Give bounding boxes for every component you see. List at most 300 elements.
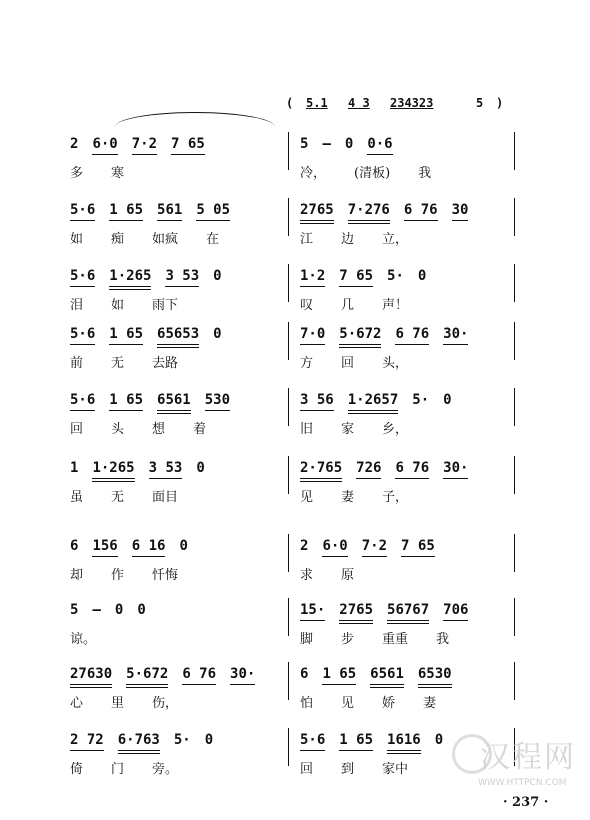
- lyric-syllable: 头，: [382, 356, 409, 371]
- beam-line: [70, 344, 95, 345]
- barline: [288, 662, 289, 700]
- beam-line: [70, 410, 95, 411]
- note-group: 530: [205, 392, 230, 408]
- beam-line: [118, 750, 160, 751]
- lyric-syllable: 在: [206, 232, 220, 247]
- barline: [288, 598, 289, 636]
- beam-line: [109, 220, 143, 221]
- score-row: [0, 584, 590, 648]
- lyrics-line: [300, 692, 510, 711]
- beam-line: [300, 481, 342, 482]
- page-number: · 237 ·: [503, 795, 549, 810]
- lyric-syllable: 面目: [152, 490, 179, 505]
- right-measure: [300, 584, 510, 648]
- right-measure: [300, 184, 510, 248]
- note-group: 6561: [370, 666, 404, 682]
- barline: [288, 198, 289, 236]
- lyric-syllable: 如疯: [152, 232, 179, 247]
- note-group: 6·763: [118, 732, 160, 748]
- beam-line: [126, 687, 168, 688]
- notes-line: [70, 732, 280, 748]
- lyrics-line: [70, 486, 280, 505]
- note-group: 5: [70, 602, 79, 618]
- right-measure: [300, 648, 510, 712]
- note-group: 2·765: [300, 460, 342, 476]
- note-group: 27630: [70, 666, 112, 682]
- notes-line: [300, 392, 510, 408]
- beam-line: [70, 750, 104, 751]
- lyric-syllable: 江: [300, 232, 314, 247]
- lyric-syllable: 家中: [382, 762, 409, 777]
- note-group: 7 65: [401, 538, 435, 554]
- note-group: 1·265: [109, 268, 151, 284]
- note-group: 6·0: [322, 538, 347, 554]
- note-group: 6561: [157, 392, 191, 408]
- note-group: 15·: [300, 602, 325, 618]
- notes-line: [300, 202, 510, 218]
- score-row: [0, 118, 590, 182]
- intro-group: 234323: [390, 96, 434, 110]
- lyric-syllable: 方: [300, 356, 314, 371]
- note-group: 3 56: [300, 392, 334, 408]
- beam-line: [418, 687, 452, 688]
- lyrics-line: [70, 418, 280, 437]
- score-row: [0, 520, 590, 584]
- note-group: 0: [213, 326, 222, 342]
- beam-line: [300, 220, 334, 221]
- beam-line: [109, 410, 143, 411]
- lyric-syllable: 痴: [111, 232, 125, 247]
- lyric-syllable: 立，: [382, 232, 409, 247]
- beam-line: [70, 684, 112, 685]
- lyric-syllable: 家: [341, 422, 355, 437]
- barline: [288, 534, 289, 572]
- note-group: 0: [443, 392, 452, 408]
- beam-line: [418, 684, 452, 685]
- lyrics-line: [70, 564, 280, 583]
- beam-line: [300, 410, 334, 411]
- notes-line: [70, 268, 280, 284]
- beam-line: [157, 347, 199, 348]
- note-group: 5 05: [196, 202, 230, 218]
- lyric-syllable: 乡，: [382, 422, 409, 437]
- lyrics-line: [300, 228, 510, 247]
- note-group: 7·2: [132, 136, 157, 152]
- right-measure: [300, 442, 510, 506]
- left-measure: [70, 442, 280, 506]
- lyric-syllable: 求: [300, 568, 314, 583]
- note-group: 5·6: [70, 392, 95, 408]
- watermark-url: WWW.HTTPCN.COM: [478, 778, 567, 788]
- note-group: 0: [179, 538, 188, 554]
- left-measure: [70, 374, 280, 438]
- lyric-syllable: 脚: [300, 632, 314, 647]
- note-group: 7·2: [362, 538, 387, 554]
- note-group: 1616: [387, 732, 421, 748]
- note-group: 3 53: [149, 460, 183, 476]
- beam-line: [370, 687, 404, 688]
- lyric-syllable: 妻: [341, 490, 355, 505]
- note-group: 2765: [339, 602, 373, 618]
- note-group: 1 65: [109, 202, 143, 218]
- beam-line: [300, 750, 325, 751]
- lyrics-line: [300, 352, 510, 371]
- notes-line: [70, 460, 280, 476]
- beam-line: [132, 556, 166, 557]
- notes-line: [300, 268, 510, 284]
- lyric-syllable: 想: [152, 422, 166, 437]
- note-group: 1 65: [109, 392, 143, 408]
- lyric-syllable: 旁。: [152, 762, 179, 777]
- note-group: 5·672: [126, 666, 168, 682]
- beam-line: [395, 478, 429, 479]
- barline: [514, 388, 515, 426]
- note-group: 1 65: [339, 732, 373, 748]
- lyric-syllable: 里: [111, 696, 125, 711]
- lyric-syllable: 倚: [70, 762, 84, 777]
- beam-line: [348, 410, 399, 411]
- lyrics-line: [70, 162, 280, 181]
- beam-line: [92, 481, 134, 482]
- beam-line: [370, 684, 404, 685]
- lyric-syllable: 见: [341, 696, 355, 711]
- beam-line: [339, 623, 373, 624]
- note-group: 6: [300, 666, 309, 682]
- barline: [514, 534, 515, 572]
- barline: [288, 322, 289, 360]
- note-group: 0: [196, 460, 205, 476]
- beam-line: [109, 289, 151, 290]
- beam-line: [126, 684, 168, 685]
- notes-line: [300, 538, 510, 554]
- lyric-syllable: 无: [111, 490, 125, 505]
- beam-line: [92, 154, 117, 155]
- note-group: 6530: [418, 666, 452, 682]
- lyric-syllable: 我: [436, 632, 450, 647]
- note-group: 561: [157, 202, 182, 218]
- beam-line: [70, 286, 95, 287]
- lyrics-line: [70, 352, 280, 371]
- note-group: 5·: [387, 268, 404, 284]
- beam-line: [300, 344, 325, 345]
- beam-line: [165, 286, 199, 287]
- beam-line: [387, 620, 429, 621]
- lyrics-line: [70, 628, 280, 647]
- intro-phrase: [286, 92, 526, 116]
- beam-line: [118, 753, 160, 754]
- notes-line: [70, 392, 280, 408]
- lyric-syllable: 去路: [152, 356, 179, 371]
- note-group: 0: [137, 602, 146, 618]
- lyric-syllable: 步: [341, 632, 355, 647]
- beam-line: [109, 344, 143, 345]
- note-group: 0·6: [367, 136, 392, 152]
- note-group: 6 76: [404, 202, 438, 218]
- watermark-text: 汉程网: [480, 740, 576, 775]
- lyric-syllable: 寒: [111, 166, 125, 181]
- notes-line: [300, 602, 510, 618]
- lyric-syllable: 几: [341, 298, 355, 313]
- barline: [288, 388, 289, 426]
- barline: [514, 456, 515, 494]
- score-row: [0, 308, 590, 372]
- note-group: 1·2657: [348, 392, 399, 408]
- note-group: 6: [70, 538, 79, 554]
- note-group: 5·: [412, 392, 430, 408]
- lyric-syllable: 前: [70, 356, 84, 371]
- beam-line: [387, 753, 421, 754]
- beam-line: [157, 344, 199, 345]
- lyric-syllable: 重重: [382, 632, 409, 647]
- lyric-syllable: 声！: [382, 298, 409, 313]
- barline: [514, 264, 515, 302]
- beam-line: [339, 750, 373, 751]
- score-row: [0, 184, 590, 248]
- note-group: 726: [356, 460, 381, 476]
- right-measure: [300, 250, 510, 314]
- note-group: 2 72: [70, 732, 104, 748]
- note-group: 1 65: [322, 666, 356, 682]
- lyrics-line: [300, 564, 510, 583]
- note-group: 0: [213, 268, 222, 284]
- intro-open-paren: (: [286, 96, 294, 110]
- lyric-syllable: (清板): [354, 166, 391, 181]
- beam-line: [387, 623, 429, 624]
- beam-line: [322, 684, 356, 685]
- barline: [514, 198, 515, 236]
- beam-line: [404, 220, 438, 221]
- beam-line: [339, 347, 381, 348]
- note-group: 6 76: [182, 666, 216, 682]
- barline: [514, 322, 515, 360]
- lyric-syllable: 我: [418, 166, 432, 181]
- lyric-syllable: 回: [300, 762, 314, 777]
- note-group: –: [322, 136, 331, 152]
- note-group: 5·6: [70, 326, 95, 342]
- right-measure: [300, 308, 510, 372]
- note-group: 1·2: [300, 268, 325, 284]
- lyric-syllable: 原: [341, 568, 355, 583]
- left-measure: [70, 308, 280, 372]
- note-group: 7·0: [300, 326, 325, 342]
- note-group: 30·: [443, 326, 468, 342]
- beam-line: [395, 344, 429, 345]
- beam-line: [348, 223, 390, 224]
- beam-line: [443, 620, 468, 621]
- lyric-syllable: 忏悔: [152, 568, 179, 583]
- intro-group: 4 3: [348, 96, 370, 110]
- lyric-syllable: 见: [300, 490, 314, 505]
- beam-line: [171, 154, 205, 155]
- notes-line: [70, 538, 280, 554]
- note-group: 6 16: [132, 538, 166, 554]
- left-measure: [70, 118, 280, 182]
- beam-line: [339, 344, 381, 345]
- left-measure: [70, 714, 280, 778]
- watermark: [452, 728, 582, 798]
- score-row: [0, 250, 590, 314]
- beam-line: [157, 410, 191, 411]
- lyric-syllable: 谅。: [70, 632, 97, 647]
- beam-line: [443, 478, 468, 479]
- lyric-syllable: 旧: [300, 422, 314, 437]
- note-group: 0: [114, 602, 124, 618]
- note-group: 5·6: [70, 202, 95, 218]
- beam-line: [205, 410, 230, 411]
- beam-line: [182, 684, 216, 685]
- lyric-syllable: 子，: [382, 490, 409, 505]
- left-measure: [70, 520, 280, 584]
- right-measure: [300, 374, 510, 438]
- lyrics-line: [300, 486, 510, 505]
- lyric-syllable: 如: [70, 232, 84, 247]
- score-row: [0, 374, 590, 438]
- beam-line: [348, 413, 399, 414]
- beam-line: [322, 556, 347, 557]
- notes-line: [300, 460, 510, 476]
- note-group: 0: [417, 268, 427, 284]
- notes-line: [300, 136, 510, 152]
- lyric-syllable: 多: [70, 166, 84, 181]
- note-group: 5·6: [70, 268, 95, 284]
- lyric-syllable: 泪: [70, 298, 84, 313]
- beam-line: [387, 750, 421, 751]
- lyric-syllable: 回: [341, 356, 355, 371]
- lyric-syllable: 作: [111, 568, 125, 583]
- left-measure: [70, 584, 280, 648]
- note-group: 3 53: [165, 268, 199, 284]
- beam-line: [70, 220, 95, 221]
- notes-line: [300, 666, 510, 682]
- intro-group: 5: [476, 96, 484, 110]
- note-group: 56767: [387, 602, 429, 618]
- note-group: 30: [452, 202, 469, 218]
- beam-line: [149, 478, 183, 479]
- beam-line: [367, 154, 392, 155]
- beam-line: [230, 684, 255, 685]
- lyric-syllable: 怕: [300, 696, 314, 711]
- beam-line: [300, 286, 325, 287]
- note-group: 6·0: [92, 136, 117, 152]
- note-group: 6 76: [395, 460, 429, 476]
- beam-line: [348, 220, 390, 221]
- score-row: [0, 648, 590, 712]
- lyric-syllable: 到: [341, 762, 355, 777]
- barline: [288, 728, 289, 766]
- note-group: 30·: [230, 666, 255, 682]
- beam-line: [300, 620, 325, 621]
- note-group: 5: [300, 136, 309, 152]
- lyric-syllable: 冷，: [300, 166, 327, 181]
- note-group: 2: [300, 538, 309, 554]
- lyric-syllable: 边: [341, 232, 355, 247]
- left-measure: [70, 648, 280, 712]
- beam-line: [300, 478, 342, 479]
- notes-line: [70, 602, 280, 618]
- barline: [514, 132, 515, 170]
- beam-line: [339, 286, 373, 287]
- lyrics-line: [70, 758, 280, 777]
- note-group: 156: [92, 538, 117, 554]
- note-group: 7 65: [339, 268, 373, 284]
- beam-line: [356, 478, 381, 479]
- note-group: 5·: [173, 732, 191, 748]
- notes-line: [300, 326, 510, 342]
- right-measure: [300, 520, 510, 584]
- beam-line: [401, 556, 435, 557]
- lyric-syllable: 无: [111, 356, 125, 371]
- note-group: 2: [70, 136, 79, 152]
- left-measure: [70, 250, 280, 314]
- lyric-syllable: 心: [70, 696, 84, 711]
- lyric-syllable: 如: [111, 298, 125, 313]
- note-group: 1: [70, 460, 79, 476]
- note-group: 0: [204, 732, 214, 748]
- beam-line: [132, 154, 157, 155]
- lyrics-line: [300, 162, 510, 181]
- barline: [288, 456, 289, 494]
- note-group: 1 65: [109, 326, 143, 342]
- note-group: 5·6: [300, 732, 325, 748]
- lyric-syllable: 门: [111, 762, 125, 777]
- barline: [514, 598, 515, 636]
- left-measure: [70, 184, 280, 248]
- beam-line: [443, 344, 468, 345]
- lyric-syllable: 娇: [382, 696, 396, 711]
- beam-line: [157, 220, 182, 221]
- notes-line: [70, 666, 280, 682]
- note-group: 2765: [300, 202, 334, 218]
- lyrics-line: [300, 628, 510, 647]
- lyric-syllable: 着: [193, 422, 207, 437]
- note-group: 0: [434, 732, 444, 748]
- lyric-syllable: 伤，: [152, 696, 179, 711]
- beam-line: [300, 223, 334, 224]
- barline: [288, 264, 289, 302]
- notes-line: [70, 326, 280, 342]
- right-measure: [300, 118, 510, 182]
- notes-line: [70, 202, 280, 218]
- beam-line: [362, 556, 387, 557]
- lyric-syllable: 叹: [300, 298, 314, 313]
- lyric-syllable: 妻: [423, 696, 437, 711]
- barline: [514, 662, 515, 700]
- beam-line: [92, 556, 117, 557]
- note-group: 1·265: [92, 460, 134, 476]
- beam-line: [452, 220, 469, 221]
- score-row: [0, 442, 590, 506]
- barline: [288, 132, 289, 170]
- notes-line: [70, 136, 280, 152]
- lyric-syllable: 虽: [70, 490, 84, 505]
- beam-line: [157, 413, 191, 414]
- beam-line: [70, 687, 112, 688]
- note-group: 5·672: [339, 326, 381, 342]
- note-group: 7 65: [171, 136, 205, 152]
- lyric-syllable: 却: [70, 568, 84, 583]
- note-group: 6 76: [395, 326, 429, 342]
- note-group: –: [92, 602, 101, 618]
- intro-close-paren: ): [496, 96, 504, 110]
- beam-line: [339, 620, 373, 621]
- lyrics-line: [70, 228, 280, 247]
- lyric-syllable: 头: [111, 422, 125, 437]
- lyric-syllable: 回: [70, 422, 84, 437]
- lyrics-line: [300, 418, 510, 437]
- note-group: 706: [443, 602, 468, 618]
- note-group: 7·276: [348, 202, 390, 218]
- beam-line: [109, 286, 151, 287]
